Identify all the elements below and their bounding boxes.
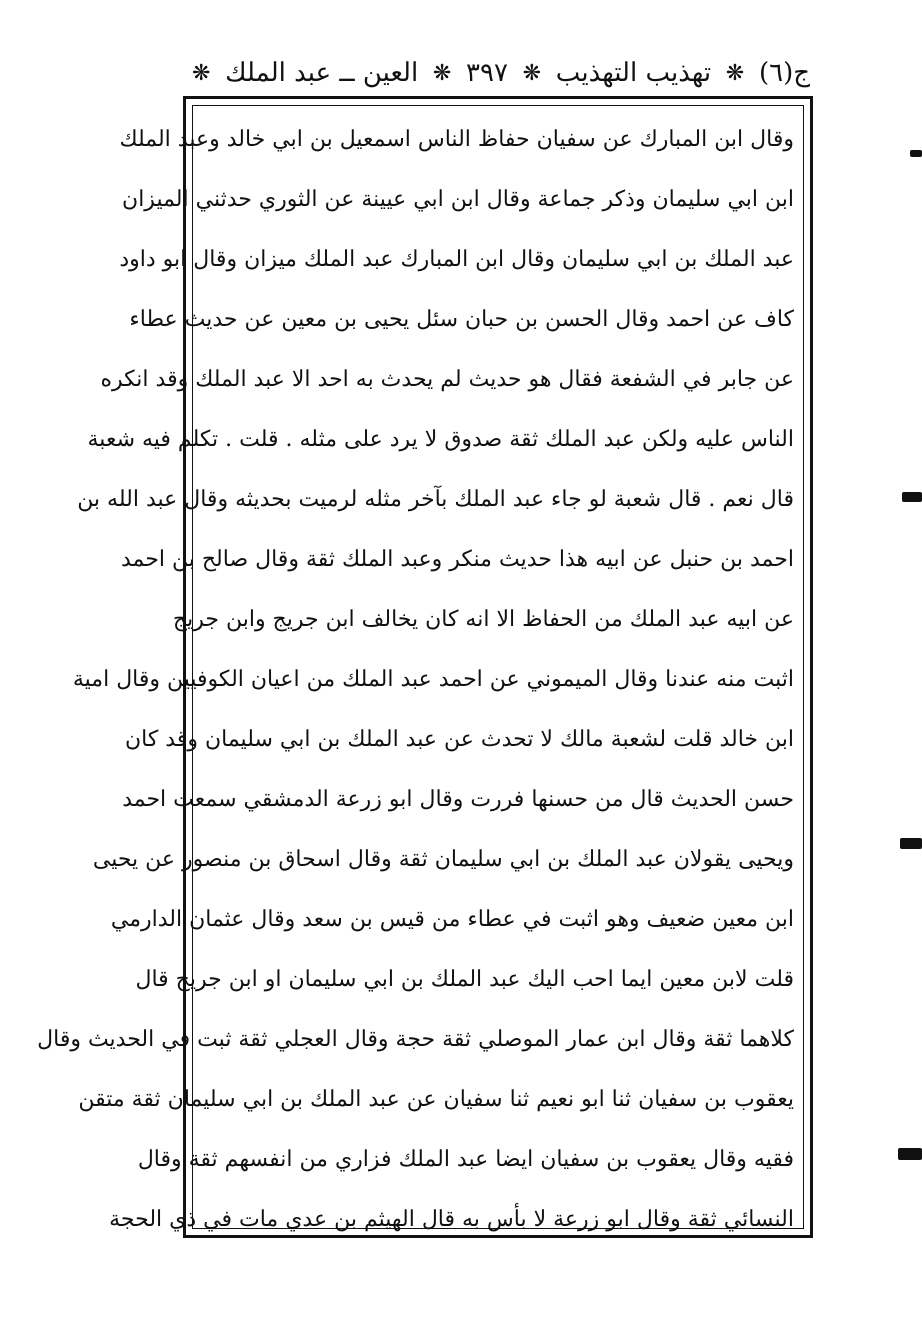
text-line: يعقوب بن سفيان ثنا ابو نعيم ثنا سفيان عن عبد الملك بن ابي سليمان ثقة متقن <box>78 1087 794 1112</box>
text-line: عن ابيه عبد الملك من الحفاظ الا انه كان يخالف ابن جريج وابن جريج <box>172 607 794 632</box>
text-line: وقال ابن المبارك عن سفيان حفاظ الناس اسمعيل بن ابي خالد وعبد الملك <box>119 127 794 152</box>
text-line: كلاهما ثقة وقال ابن عمار الموصلي ثقة حجة وقال العجلي ثقة ثبت في الحديث وقال <box>37 1027 794 1052</box>
text-line: كاف عن احمد وقال الحسن بن حبان سئل يحيى بن معين عن حديث عطاء <box>129 307 794 332</box>
book-title: تهذيب التهذيب <box>555 58 712 88</box>
scan-edge-mark <box>898 1148 922 1160</box>
scan-edge-mark <box>902 492 922 502</box>
scan-edge-mark <box>910 150 922 157</box>
volume-label: ج(٦) <box>758 58 810 88</box>
text-line: النسائي ثقة وقال ابو زرعة لا بأس به قال الهيثم بن عدي مات في ذي الحجة <box>109 1207 794 1232</box>
body-text <box>37 110 794 1232</box>
page-number: ٣٩٧ <box>466 58 508 88</box>
text-line: قلت لابن معين ايما احب اليك عبد الملك بن ابي سليمان او ابن جريج قال <box>135 967 794 992</box>
text-line: عن جابر في الشفعة فقال هو حديث لم يحدث به احد الا عبد الملك وقد انكره <box>100 367 794 392</box>
text-line: حسن الحديث قال من حسنها فررت وقال ابو زرعة الدمشقي سمعت احمد <box>122 787 794 812</box>
text-line: احمد بن حنبل عن ابيه هذا حديث منكر وعبد الملك ثقة وقال صالح بن احمد <box>121 547 794 572</box>
text-line: اثبت منه عندنا وقال الميموني عن احمد عبد الملك من اعيان الكوفيين وقال امية <box>72 667 794 692</box>
running-header <box>190 48 810 98</box>
ornament-icon: ❋ <box>725 60 745 86</box>
text-line: ويحيى يقولان عبد الملك بن ابي سليمان ثقة وقال اسحاق بن منصور عن يحيى <box>92 847 794 872</box>
ornament-icon: ❋ <box>432 60 452 86</box>
scan-edge-mark <box>900 838 922 849</box>
ornament-icon: ❋ <box>522 60 542 86</box>
section-title: العين ــ عبد الملك <box>225 58 419 88</box>
ornament-icon: ❋ <box>192 60 211 86</box>
text-line: ابن خالد قلت لشعبة مالك لا تحدث عن عبد الملك بن ابي سليمان وقد كان <box>124 727 794 752</box>
text-line: ابن ابي سليمان وذكر جماعة وقال ابن ابي عيينة عن الثوري حدثني الميزان <box>122 187 794 212</box>
text-line: الناس عليه ولكن عبد الملك ثقة صدوق لا يرد على مثله . قلت . تكلم فيه شعبة <box>87 427 794 452</box>
text-line: قال نعم . قال شعبة لو جاء عبد الملك بآخر مثله لرميت بحديثه وقال عبد الله بن <box>77 487 794 512</box>
text-line: ابن معين ضعيف وهو اثبت في عطاء من قيس بن سعد وقال عثمان الدارمي <box>110 907 794 932</box>
text-line: فقيه وقال يعقوب بن سفيان ايضا عبد الملك فزاري من انفسهم ثقة وقال <box>137 1147 794 1172</box>
text-line: عبد الملك بن ابي سليمان وقال ابن المبارك عبد الملك ميزان وقال ابو داود <box>119 247 794 272</box>
